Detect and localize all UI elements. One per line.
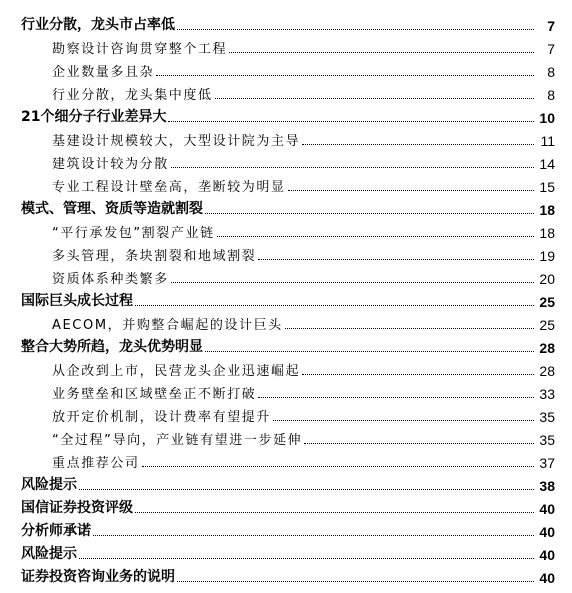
toc-subsection-entry[interactable] [21, 241, 555, 264]
toc-entry-page-number: 38 [539, 478, 555, 494]
toc-subsection-entry[interactable] [21, 57, 555, 80]
toc-entry-page-number: 19 [539, 248, 555, 264]
dot-leader [177, 581, 534, 582]
toc-subsection-entry[interactable] [21, 218, 555, 241]
toc-entry-page-number: 18 [539, 225, 555, 241]
toc-section-entry[interactable] [21, 195, 555, 218]
dot-leader [168, 121, 534, 122]
dot-leader [135, 512, 534, 513]
dot-leader [288, 190, 534, 191]
toc-entry-page-number: 40 [539, 547, 555, 563]
toc-entry-title: 重点推荐公司 [52, 452, 141, 471]
toc-section-entry[interactable] [21, 563, 555, 586]
toc-entry-page-number: 28 [539, 340, 555, 356]
toc-entry-page-number: 8 [547, 87, 555, 103]
toc-entry-page-number: 15 [539, 179, 555, 195]
toc-entry-title: 国际巨头成长过程 [21, 290, 134, 310]
toc-entry-page-number: 7 [547, 18, 555, 34]
toc-entry-title: 建筑设计较为分散 [52, 153, 170, 172]
toc-entry-page-number: 25 [539, 317, 555, 333]
toc-section-entry[interactable] [21, 9, 555, 34]
toc-entry-page-number: 7 [547, 41, 555, 57]
dot-leader [79, 489, 534, 490]
toc-entry-page-number: 25 [539, 294, 555, 310]
dot-leader [79, 558, 534, 559]
toc-section-entry[interactable] [21, 517, 555, 540]
toc-entry-page-number: 37 [539, 455, 555, 471]
toc-entry-title: 整合大势所趋，龙头优势明显 [21, 336, 204, 356]
toc-entry-page-number: 33 [539, 386, 555, 402]
toc-entry-page-number: 40 [539, 524, 555, 540]
toc-entry-title: 勘察设计咨询贯穿整个工程 [52, 38, 228, 57]
toc-subsection-entry[interactable] [21, 149, 555, 172]
toc-subsection-entry[interactable] [21, 356, 555, 379]
toc-entry-title: 行业分散，龙头市占率低 [21, 14, 176, 34]
dot-leader [229, 52, 534, 53]
toc-section-entry[interactable] [21, 471, 555, 494]
dot-leader [205, 213, 534, 214]
toc-entry-page-number: 40 [539, 501, 555, 517]
dot-leader [142, 466, 534, 467]
toc-entry-page-number: 8 [547, 64, 555, 80]
dot-leader [156, 75, 534, 76]
dot-leader [93, 535, 534, 536]
toc-entry-title: 专业工程设计壁垒高，垄断较为明显 [52, 176, 287, 195]
dot-leader [285, 328, 534, 329]
toc-subsection-entry[interactable] [21, 80, 555, 103]
toc-subsection-entry[interactable] [21, 172, 555, 195]
toc-entry-title: 从企改到上市，民营龙头企业迅速崛起 [52, 360, 301, 379]
toc-subsection-entry[interactable] [21, 34, 555, 57]
dot-leader [171, 167, 534, 168]
toc-entry-title: “全过程”导向，产业链有望进一步延伸 [52, 429, 303, 448]
toc-subsection-entry[interactable] [21, 425, 555, 448]
dot-leader [273, 420, 534, 421]
toc-entry-title: AECOM，并购整合崛起的设计巨头 [52, 314, 284, 333]
toc-entry-title: 模式、管理、资质等造就割裂 [21, 198, 204, 218]
toc-entry-title: 企业数量多且杂 [52, 61, 155, 80]
toc-subsection-entry[interactable] [21, 264, 555, 287]
dot-leader [258, 397, 534, 398]
toc-entry-title: 放开定价机制，设计费率有望提升 [52, 406, 272, 425]
toc-entry-title: “平行承发包”割裂产业链 [52, 222, 216, 241]
toc-entry-title: 多头管理，条块割裂和地域割裂 [52, 245, 257, 264]
toc-entry-page-number: 10 [539, 110, 555, 126]
toc-entry-title: 风险提示 [21, 543, 78, 563]
toc-entry-title: 分析师承诺 [21, 520, 92, 540]
dot-leader [177, 29, 534, 30]
table-of-contents [21, 9, 555, 586]
dot-leader [302, 374, 534, 375]
toc-section-entry[interactable] [21, 287, 555, 310]
toc-subsection-entry[interactable] [21, 379, 555, 402]
toc-entry-page-number: 11 [540, 133, 555, 149]
toc-entry-page-number: 28 [539, 363, 555, 379]
toc-entry-title: 风险提示 [21, 474, 78, 494]
toc-entry-page-number: 18 [539, 202, 555, 218]
dot-leader [135, 305, 534, 306]
toc-entry-title: 行业分散，龙头集中度低 [52, 84, 214, 103]
toc-entry-page-number: 35 [539, 409, 555, 425]
dot-leader [171, 282, 534, 283]
dot-leader [217, 236, 534, 237]
toc-entry-page-number: 20 [539, 271, 555, 287]
toc-entry-title: 资质体系种类繁多 [52, 268, 170, 287]
toc-subsection-entry[interactable] [21, 448, 555, 471]
toc-subsection-entry[interactable] [21, 126, 555, 149]
toc-entry-title: 业务壁垒和区域壁垒正不断打破 [52, 383, 257, 402]
toc-section-entry[interactable] [21, 494, 555, 517]
toc-entry-title: 21个细分子行业差异大 [21, 106, 167, 126]
dot-leader [304, 443, 534, 444]
toc-entry-title: 证券投资咨询业务的说明 [21, 566, 176, 586]
toc-entry-title: 国信证券投资评级 [21, 497, 134, 517]
toc-subsection-entry[interactable] [21, 402, 555, 425]
dot-leader [205, 351, 534, 352]
dot-leader [215, 98, 534, 99]
toc-entry-title: 基建设计规模较大，大型设计院为主导 [52, 130, 301, 149]
toc-subsection-entry[interactable] [21, 310, 555, 333]
dot-leader [302, 144, 534, 145]
toc-section-entry[interactable] [21, 333, 555, 356]
toc-section-entry[interactable] [21, 540, 555, 563]
toc-entry-page-number: 14 [539, 156, 555, 172]
toc-section-entry[interactable] [21, 103, 555, 126]
dot-leader [258, 259, 534, 260]
toc-entry-page-number: 35 [539, 432, 555, 448]
toc-entry-page-number: 40 [539, 570, 555, 586]
